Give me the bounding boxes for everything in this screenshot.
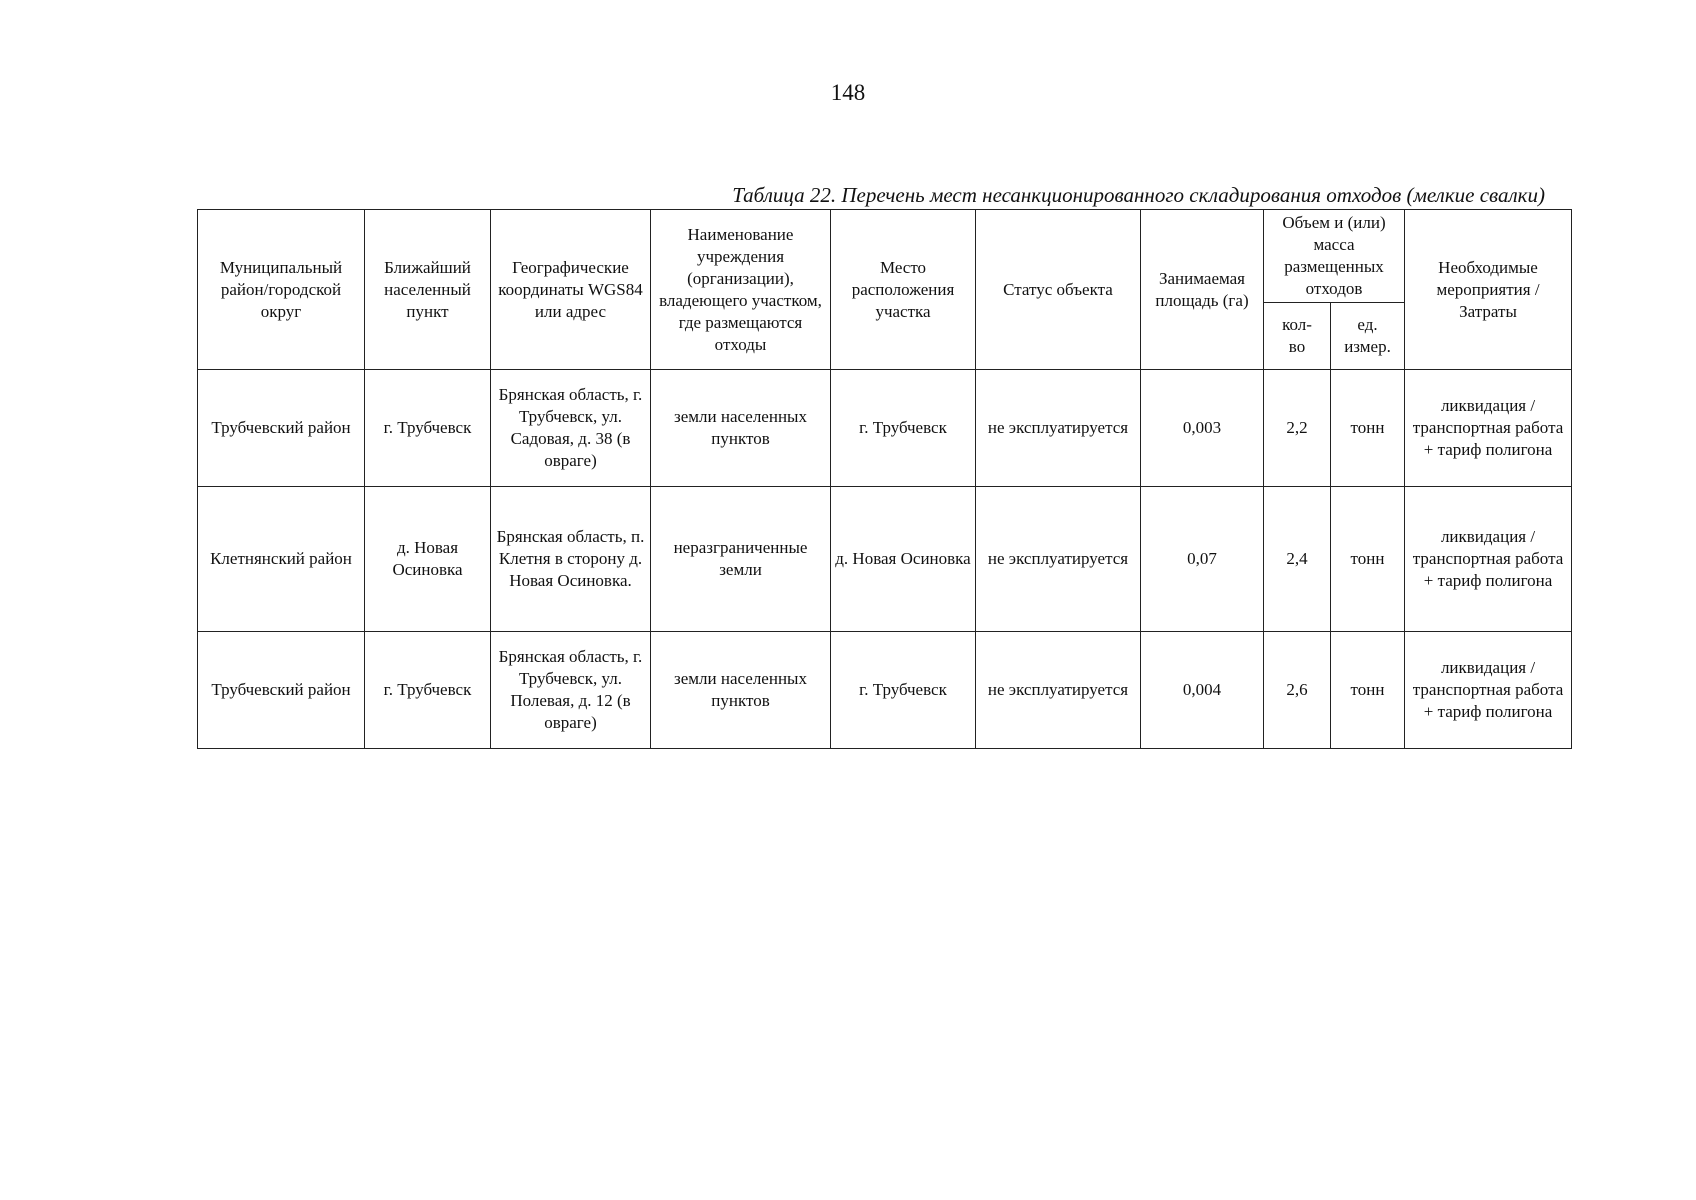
waste-sites-table [197,209,1572,749]
cell-area: 0,004 [1141,632,1264,749]
page-number: 148 [830,80,866,105]
cell-coordinates: Брянская область, г. Трубчевск, ул. Садовая, д. 38 (в овраге) [491,370,651,487]
header-area: Занимаемая площадь (га) [1141,210,1264,370]
cell-status: не эксплуатируется [976,632,1141,749]
header-quantity: кол- во [1264,303,1331,370]
cell-organization: земли населенных пунктов [651,632,831,749]
cell-quantity: 2,4 [1264,487,1331,632]
cell-unit: тонн [1331,487,1405,632]
table-row [198,487,1572,632]
header-organization: Наименование учреждения (организации), владеющего участком, где размещаются отходы [651,210,831,370]
table-header [198,210,1572,370]
header-location: Место расположения участка [831,210,976,370]
cell-unit: тонн [1331,370,1405,487]
cell-measures: ликвидация / транспортная работа + тариф полигона [1405,632,1572,749]
cell-coordinates: Брянская область, г. Трубчевск, ул. Полевая, д. 12 (в овраге) [491,632,651,749]
cell-organization: неразграниченные земли [651,487,831,632]
cell-organization: земли населенных пунктов [651,370,831,487]
cell-municipal: Клетнянский район [198,487,365,632]
header-coordinates: Географические координаты WGS84 или адрес [491,210,651,370]
header-volume-group: Объем и (или) масса размещенных отходов [1264,210,1405,303]
cell-measures: ликвидация / транспортная работа + тариф полигона [1405,487,1572,632]
header-settlement: Ближайший населенный пункт [365,210,491,370]
cell-unit: тонн [1331,632,1405,749]
table-row [198,632,1572,749]
header-row [198,210,1572,303]
cell-location: г. Трубчевск [831,632,976,749]
cell-settlement: г. Трубчевск [365,632,491,749]
header-unit: ед. измер. [1331,303,1405,370]
cell-location: д. Новая Осиновка [831,487,976,632]
table-row [198,370,1572,487]
cell-settlement: д. Новая Осиновка [365,487,491,632]
cell-area: 0,003 [1141,370,1264,487]
cell-location: г. Трубчевск [831,370,976,487]
cell-municipal: Трубчевский район [198,370,365,487]
cell-coordinates: Брянская область, п. Клетня в сторону д. Новая Осиновка. [491,487,651,632]
table-caption: Таблица 22. Перечень мест несанкционированного складирования отходов (мелкие свалки) [732,183,1545,207]
header-municipal: Муниципальный район/городской округ [198,210,365,370]
cell-quantity: 2,2 [1264,370,1331,487]
header-measures: Необходимые мероприятия / Затраты [1405,210,1572,370]
cell-quantity: 2,6 [1264,632,1331,749]
cell-area: 0,07 [1141,487,1264,632]
cell-status: не эксплуатируется [976,370,1141,487]
header-status: Статус объекта [976,210,1141,370]
cell-status: не эксплуатируется [976,487,1141,632]
table-body [198,370,1572,749]
cell-measures: ликвидация / транспортная работа + тариф полигона [1405,370,1572,487]
cell-municipal: Трубчевский район [198,632,365,749]
cell-settlement: г. Трубчевск [365,370,491,487]
